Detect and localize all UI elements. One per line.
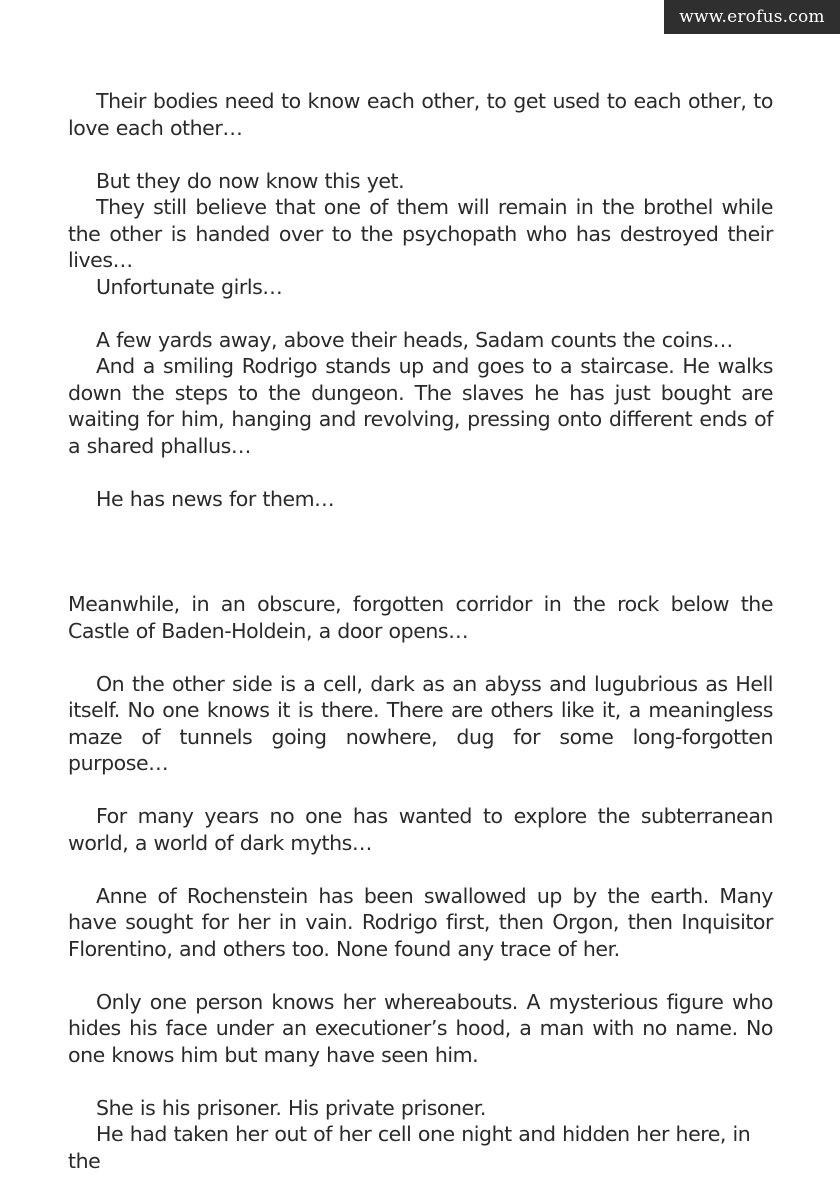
paragraph-9: On the other side is a cell, dark as an abyss and lugubrious as Hell itself. No one knows it is there. There are others like it, a meaningless maze of tunnels going nowhere, dug for some long-forgotten purpose… <box>68 671 773 775</box>
paragraph-4: Unfortunate girls… <box>96 274 283 299</box>
paragraph-1: Their bodies need to know each other, to get used to each other, to love each other… <box>68 89 773 140</box>
paragraph-8: Meanwhile, in an obscure, forgotten corridor in the rock below the Castle of Baden-Holdein, a door opens… <box>68 592 773 643</box>
paragraph-10: For many years no one has wanted to explore the subterranean world, a world of dark myths… <box>68 804 773 855</box>
paragraph-3: They still believe that one of them will remain in the brothel while the other is handed over to the psychopath who has destroyed their lives… <box>68 195 773 272</box>
site-watermark: www.erofus.com <box>664 0 840 34</box>
paragraph-2: But they do now know this yet. <box>96 168 405 193</box>
paragraph-11: Anne of Rochenstein has been swallowed up by the earth. Many have sought for her in vain. Rodrigo first, then Orgon, then Inquisitor Florentino, and others too. None found any trace of her. <box>68 883 773 961</box>
paragraph-12: Only one person knows her whereabouts. A mysterious figure who hides his face under an executioner’s hood, a man with no name. No one knows him but many have seen him. <box>68 989 773 1067</box>
page-text <box>68 88 773 1174</box>
paragraph-7: He has news for them… <box>96 486 335 511</box>
paragraph-13: She is his prisoner. His private prisoner. <box>96 1095 486 1120</box>
paragraph-6: And a smiling Rodrigo stands up and goes to a staircase. He walks down the steps to the dungeon. The slaves he has just bought are waiting for him, hanging and revolving, pressing onto different ends of a shared phallus… <box>68 354 773 458</box>
paragraph-5: A few yards away, above their heads, Sadam counts the coins… <box>96 327 733 352</box>
paragraph-14: He had taken her out of her cell one night and hidden her here, in the <box>68 1122 751 1173</box>
